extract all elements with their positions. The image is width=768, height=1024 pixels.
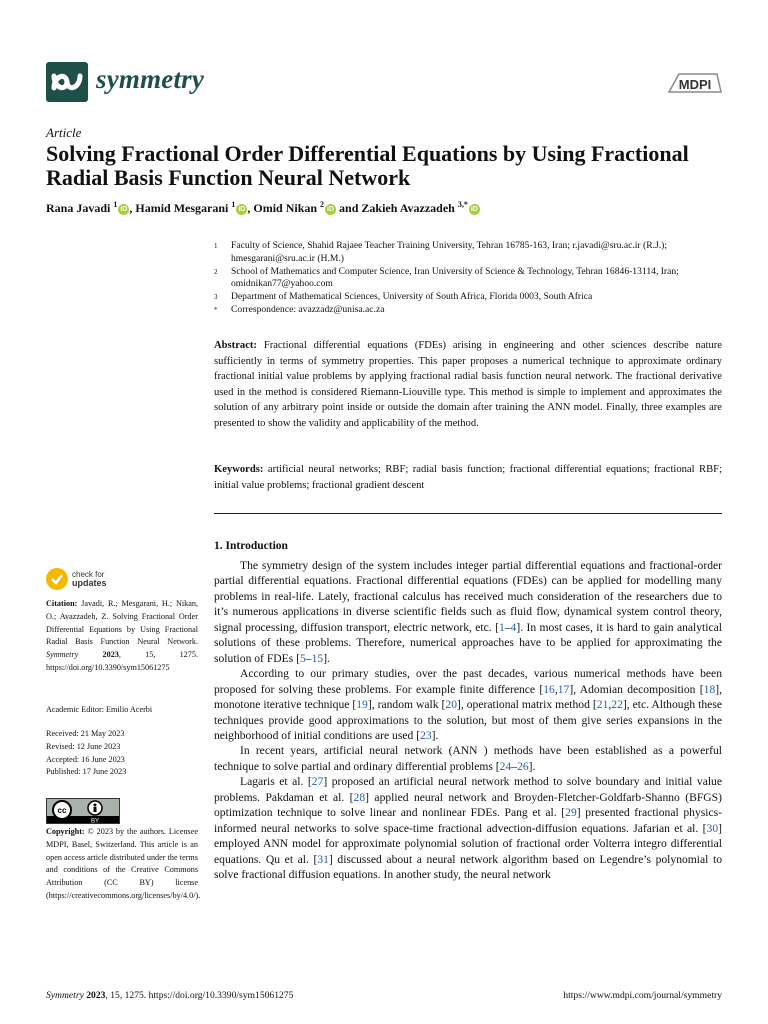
article-type: Article [46,125,82,140]
reference-link[interactable]: 5 [300,651,306,665]
reference-link[interactable]: 19 [356,698,368,712]
check-icon [46,568,68,590]
abstract-label: Abstract: [214,340,257,351]
affiliation-text: Correspondence: avazzadz@unisa.ac.za [231,303,385,315]
check-line1: check for [72,570,105,579]
author-name: Rana Javadi [46,201,114,215]
reference-link[interactable]: 18 [703,682,716,696]
affiliation-mark: 3 [214,293,218,302]
orcid-icon[interactable]: iD [238,206,246,213]
orcid-icon[interactable]: iD [120,206,128,213]
orcid-icon[interactable]: iD [327,206,335,213]
check-line2: updates [72,578,107,588]
reference-link[interactable]: 16 [543,682,555,696]
copyright [46,826,201,903]
reference-link[interactable]: 21 [596,698,609,712]
journal-name[interactable]: symmetry [96,64,205,94]
keywords-label: Keywords: [214,464,264,475]
reference-link[interactable]: 31 [317,852,329,866]
author-affiliation-mark: 1 [113,200,118,209]
reference-link[interactable]: 22 [611,698,623,712]
paragraph: The symmetry design of the system includes integer partial differential equations and fractional-order partial differential equations. Fractional differential equations (FDEs) can be applied for modelling many problems in real-life. Lately, fractional calculus has received much consideration of the researchers due to it’s numerous applications in diverse scientific fields such as fluid flow, dynamical system control theory, signal processing, diffusion transport, electric network, etc. [1–4]. In most cases, it is hard to gain analytical solutions of these problems. Therefore, numerical approaches have to be applied for approximating the solution of FDEs [5–15]. [214,559,722,665]
affiliation-mark: 1 [214,242,218,250]
affiliation-mark: * [214,305,218,314]
orcid-icon[interactable]: iD [470,206,478,213]
author-affiliation-mark: 1 [231,200,236,209]
citation-text: Javadi, R.; Mesgarani, H.; Nikan, O.; Avazzadeh, Z. Solving Fractional Order Differential Equations by Using Fractional Radial Basis Function Neural Network. [46,599,198,647]
reference-link[interactable]: 17 [557,682,570,696]
author-name: Hamid Mesgarani [135,201,232,215]
citation-rest[interactable]: , 15, 1275. https://doi.org/10.3390/sym15061275 [46,650,199,672]
citation [46,598,198,675]
publication-dates [46,728,198,779]
reference-link[interactable]: 30 [706,821,719,835]
abstract-text: Fractional differential equations (FDEs) arising in engineering and other sciences describe nature sufficiently in terms of symmetry properties. This paper proposes a numerical technique to approximate ordinary fractional initial value problems by applying fractional radial basis function neural network. The fractional derivative used in the method is considered Riemann-Liouville type. This method is simple to implement and approximates the solution of any arbitrary point inside or outside the domain after training the ANN model. Finally, three examples are presented to show the validity and applicability of the method. [214,340,722,429]
footer-year: 2023 [83,990,106,1001]
reference-link[interactable]: 23 [420,728,432,742]
affiliation-item [214,266,724,292]
reference-link[interactable]: 27 [311,775,324,789]
page-title: Solving Fractional Order Differential Equations by Using Fractional Radial Basis Function Neural Network [46,141,689,190]
svg-text:BY: BY [90,818,100,823]
citation-journal: Symmetry [46,650,79,660]
journal-logo-icon [46,62,88,102]
affiliation-text: Department of Mathematical Sciences, University of South Africa, Florida 0003, South Africa [231,291,593,303]
author-affiliation-mark: 3,* [457,200,468,209]
copyright-label: Copyright: [46,827,85,836]
affiliation-text: School of Mathematics and Computer Science, Iran University of Science & Technology, Tehran 16846-13114, Iran; omidnikan77@yahoo.com [231,265,679,290]
publisher-logo[interactable] [665,70,725,103]
reference-link[interactable]: 1 [498,620,505,634]
cc-license-badge[interactable] [46,798,120,824]
date-item: Published: 17 June 2023 [46,767,127,777]
copyright-text: © 2023 by the authors. Licensee MDPI, Basel, Switzerland. This article is an open access article distributed under the terms and conditions of the Creative Commons Attribution (CC BY) license (https://creativecommons.org/licenses/by/4.0/). [46,827,201,900]
affiliation-text: Faculty of Science, Shahid Rajaee Teacher Training University, Tehran 16785-163, Iran; r.javadi@sru.ac.ir (R.J.); hmesgarani@sru.ac.ir (H.M.) [231,240,667,264]
reference-link[interactable]: 24 [499,759,512,773]
affiliation-mark: 2 [214,267,218,276]
reference-link[interactable]: 15 [311,651,324,665]
divider [214,513,722,514]
citation-year: 2023 [78,650,119,660]
author-name: Zakieh Avazzadeh [361,201,458,215]
citation-label: Citation: [46,599,78,608]
date-item: Accepted: 16 June 2023 [46,754,125,764]
paragraph: Lagaris et al. [27] proposed an artificial neural network method to solve boundary and initial value problems. Pakdaman et al. [28] applied neural network and Broyden-Fletcher-Goldfarb-Shanno (BFGS) optimization technique to solve linear and nonlinear FDEs. Pang et al. [29] presented fractional physics-informed neural networks to solve space-time fractional advection-diffusion equations. Jafarian et al. [30] employed ANN model for approximate polynomial solution of fractional order Volterra integro differential equations. Qu et al. [31] discussed about a neural network algorithm based on Legendre’s polynomial to solve fractional diffusion equations. In another study, the neural network [214,775,723,882]
paragraph: According to our primary studies, over the past decades, various numerical methods have been proposed for solving these problems. For example finite difference [16,17], Adomian decomposition [18], monotone iterative technique [19], random walk [20], operational matrix method [21,22], etc. Although these techniques provide good approximations to the solution, but most of them give series expansions in the neighborhood of initial conditions are used [23]. [214,667,723,742]
affiliation-item [214,240,724,266]
affiliation-item [214,304,724,317]
abstract [214,338,722,432]
check-for-updates-button[interactable] [46,568,107,590]
affiliation-item [214,291,724,304]
date-item: Received: 21 May 2023 [46,729,125,738]
section-title: 1. Introduction [214,540,288,552]
footer-citation [46,990,293,1001]
keywords [214,462,722,493]
footer-url[interactable]: https://www.mdpi.com/journal/symmetry [563,990,722,1001]
reference-link[interactable]: 20 [445,698,457,712]
reference-link[interactable]: 28 [353,790,366,804]
paragraph: In recent years, artificial neural network (ANN ) methods have been established as a powerful technique to solve partial and ordinary differential problems [24–26]. [214,744,722,773]
footer-journal: Symmetry [46,990,84,1001]
author-name: Omid Nikan [253,201,321,215]
author-list: Rana Javadi $^1$iD , Hamid Mesgarani $^1$iD , Omid Nikan $^2$iD and Zakieh Avazzadeh $^{3,*}$iD [46,200,478,215]
svg-text:MDPI: MDPI [678,77,712,92]
keywords-text: artificial neural networks; RBF; radial basis function; fractional differential equations; fractional RBF; initial value problems; fractional gradient descent [214,464,722,491]
author-affiliation-mark: 2 [320,200,325,209]
svg-text:cc: cc [57,806,67,815]
academic-editor: Academic Editor: Emilio Acerbi [46,705,153,714]
date-item: Revised: 12 June 2023 [46,741,121,751]
reference-link[interactable]: 4 [510,620,517,634]
section-body [214,558,722,883]
affiliations [214,240,724,317]
reference-link[interactable]: 29 [565,806,577,820]
footer-doi[interactable]: , 15, 1275. https://doi.org/10.3390/sym15061275 [105,990,294,1001]
reference-link[interactable]: 26 [517,759,529,773]
